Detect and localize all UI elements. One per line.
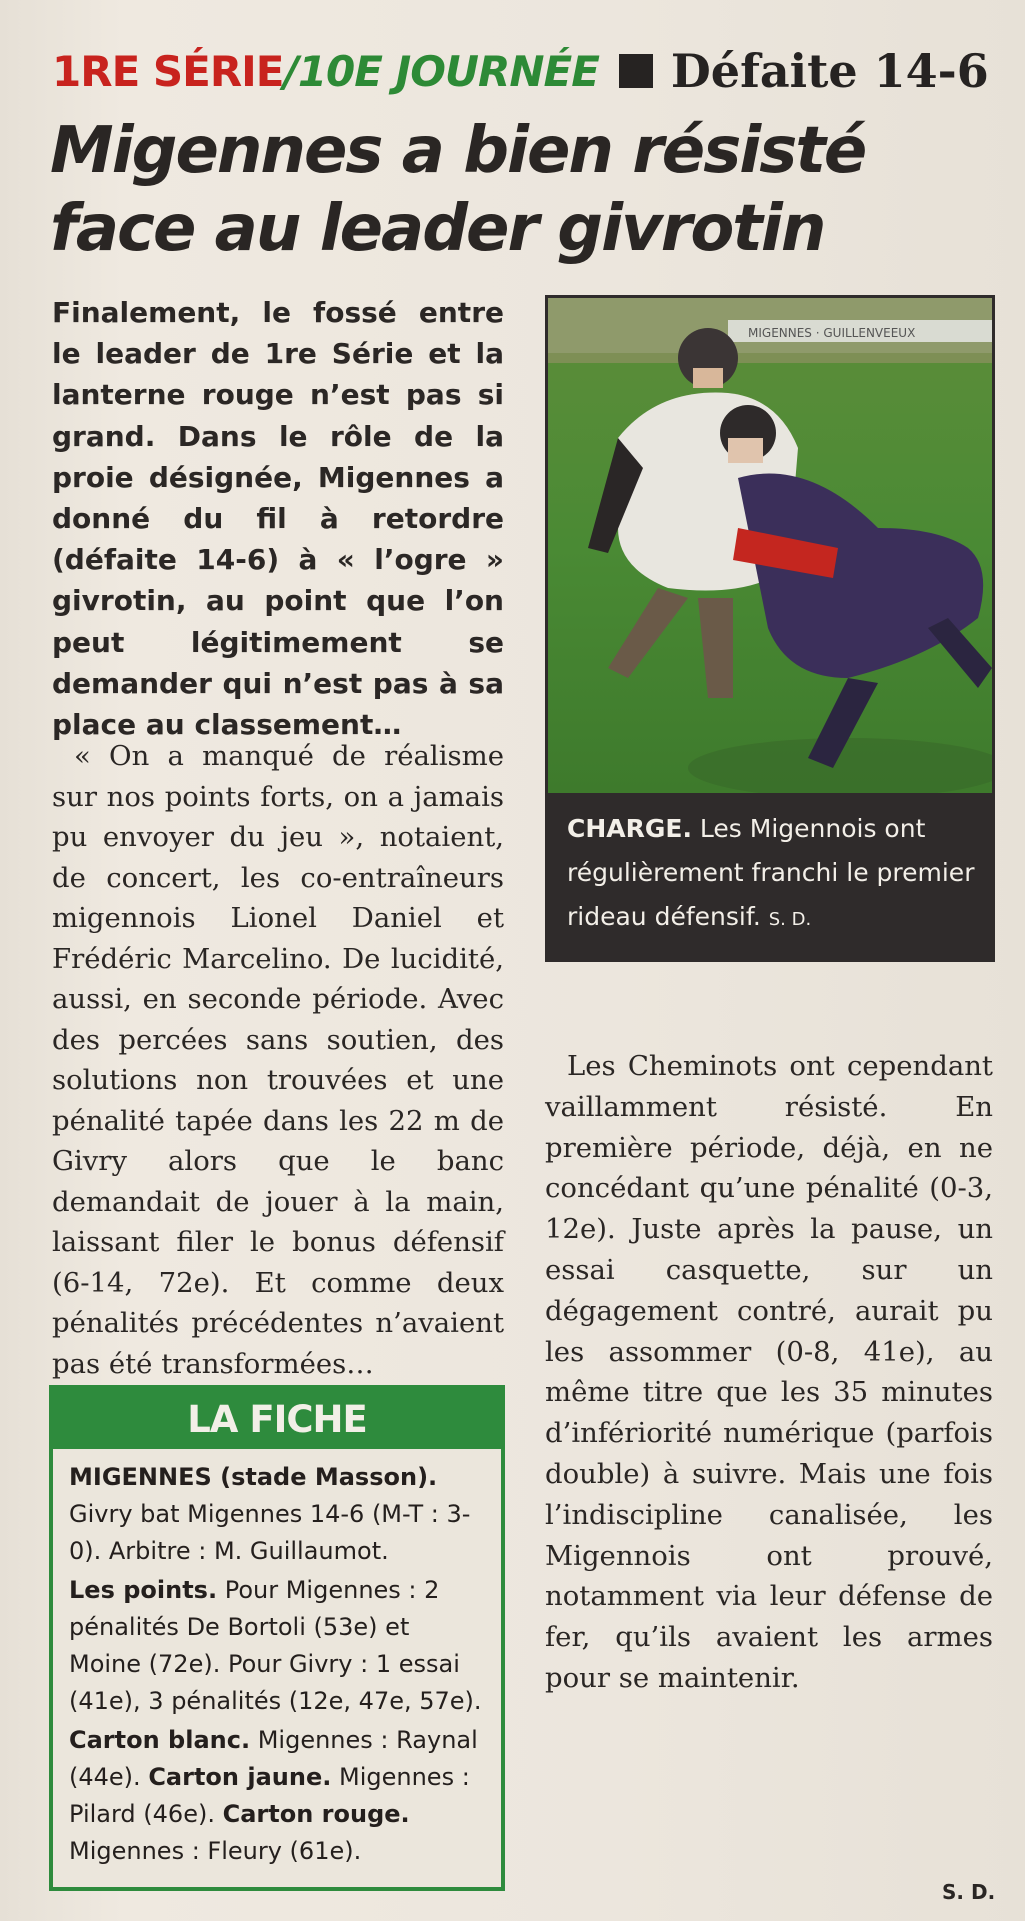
headline-line-2: face au leader givrotin [50, 192, 825, 266]
match-sheet-box [49, 1385, 505, 1891]
yellow-card-label: Carton jaune. [148, 1763, 332, 1791]
body-paragraph-1: « On a manqué de réalisme sur nos points forts, on a jamais pu envoyer du jeu », notaient, de concert, les co-entraîneurs migennois Lionel Daniel et Frédéric Marcelino. De lucidité, aussi, en seconde période. Avec des percées sans soutien, des solutions non trouvées et une pénalité tapée dans les 22 m de Givry alors que le banc demandait de jouer à la main, laissant filer le bonus défensif (6-14, 72e). Et comme deux pénalités précédentes n’avaient pas été transformées… [52, 740, 504, 1380]
article-body-right [545, 1046, 993, 1699]
photo-banner-text: MIGENNES · GUILLENVEEUX [748, 326, 916, 340]
body-paragraph-2: Les Cheminots ont cependant vaillamment résisté. En première période, déjà, en ne concédant qu’une pénalité (0-3, 12e). Juste après la pause, un essai casquette, sur un dégagement contré, aurait pu les assommer (0-8, 41e), au même titre que les 35 minutes d’infériorité numérique (parfois double) à suivre. Mais une fois l’indiscipline canalisée, les Migennois ont prouvé, notamment via leur défense de fer, qu’ils avaient les armes pour se maintenir. [545, 1050, 993, 1694]
separator-square [619, 54, 653, 88]
journee-label: /10E JOURNÉE [283, 46, 599, 96]
rugby-photo [548, 298, 992, 793]
photo-block [545, 295, 995, 962]
caption-credit: S. D. [768, 909, 812, 930]
match-points [69, 1572, 483, 1720]
white-card-text: Migennes : Raynal (44e). [69, 1726, 478, 1791]
result-label: Défaite 14-6 [670, 44, 989, 98]
red-card-text: Migennes : Fleury (61e). [69, 1837, 362, 1865]
white-card-label: Carton blanc. [69, 1726, 251, 1754]
points-label: Les points. [69, 1576, 218, 1604]
article-body-left [52, 736, 504, 1384]
yellow-card-text: Migennes : Pilard (46e). [69, 1763, 470, 1828]
match-sheet-body [53, 1449, 501, 1870]
article-byline [942, 1880, 995, 1904]
article-headline [50, 112, 980, 268]
venue-text: Givry bat Migennes 14-6 (M-T : 3-0). Arbitre : M. Guillaumot. [69, 1500, 471, 1565]
serie-label: 1RE SÉRIE [52, 46, 284, 96]
headline-line-1: Migennes a bien résisté [50, 114, 866, 188]
match-cards [69, 1722, 483, 1870]
match-sheet-title: LA FICHE [53, 1389, 501, 1449]
red-card-label: Carton rouge. [222, 1800, 410, 1828]
points-text: Pour Migennes : 2 pénalités De Bortoli (53e) et Moine (72e). Pour Givry : 1 essai (41e), 3 pénalités (12e, 47e, 57e). [69, 1576, 482, 1715]
section-kicker [52, 40, 989, 102]
lead-paragraph: Finalement, le fossé entre le leader de 1re Série et la lanterne rouge n’est pas si grand. Dans le rôle de la proie désignée, Migennes a donné du fil à retordre (défaite 14-6) à « l’ogre » givrotin, au point que l’on peut légitimement se demander qui n’est pas à sa place au classement… [52, 296, 504, 742]
caption-text: Les Migennois ont régulièrement franchi le premier rideau défensif. [567, 814, 975, 931]
caption-lead: CHARGE. [567, 814, 692, 843]
match-venue [69, 1459, 483, 1570]
venue-label: MIGENNES (stade Masson). [69, 1463, 438, 1491]
article-lead [52, 292, 504, 745]
byline-text: S. D. [942, 1880, 996, 1904]
photo-caption [567, 807, 977, 942]
